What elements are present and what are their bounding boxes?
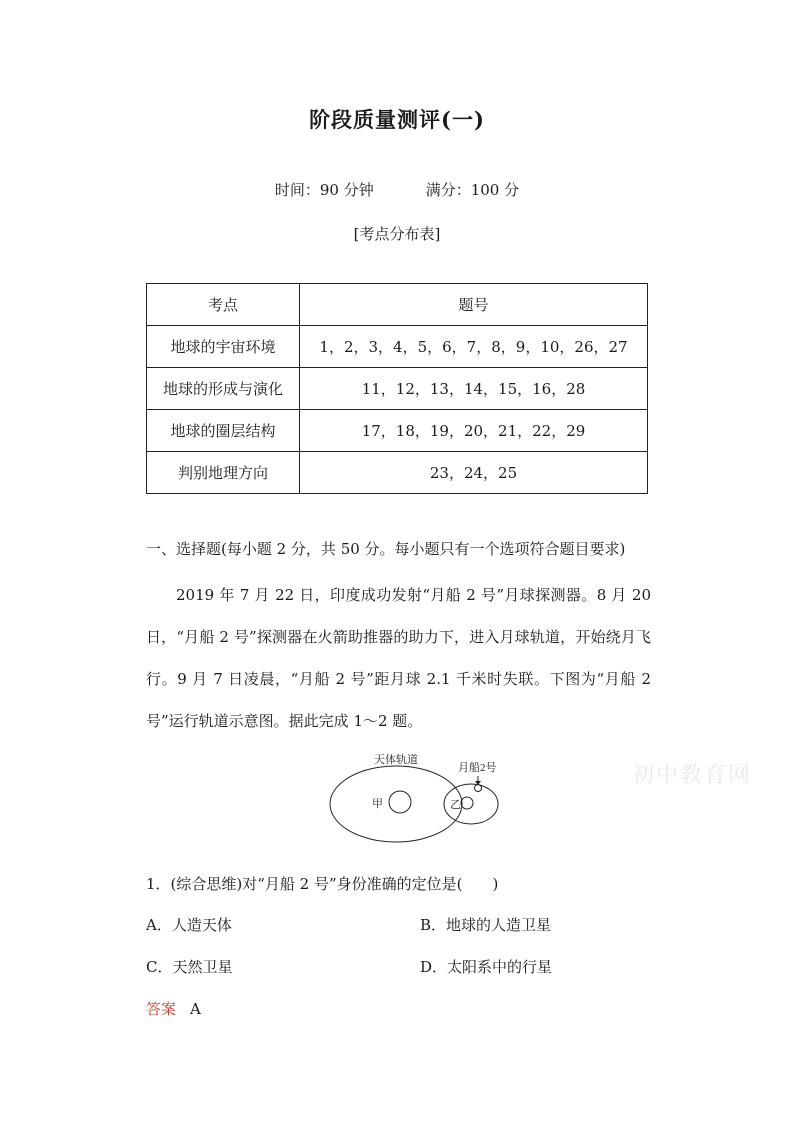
- option-c: C．天然卫星: [146, 958, 233, 976]
- table-header-question-numbers: 题号: [300, 284, 648, 326]
- table-header-row: [147, 284, 648, 326]
- section-heading: 一、选择题(每小题 2 分，共 50 分。每小题只有一个选项符合题目要求): [146, 540, 626, 558]
- topic-distribution-table: [146, 283, 648, 494]
- table-cell-topic: 地球的宇宙环境: [147, 326, 300, 368]
- body-label-jia: 甲: [372, 798, 383, 810]
- option-d: D．太阳系中的行星: [420, 958, 553, 976]
- table-cell-question-numbers: 11，12，13，14，15，16，28: [300, 368, 648, 410]
- table-row: [147, 410, 648, 452]
- table-cell-topic: 地球的圈层结构: [147, 410, 300, 452]
- probe-label: 月船2号: [458, 762, 497, 774]
- passage-text: 2019 年 7 月 22 日，印度成功发射“月船 2 号”月球探测器。8 月 20 日，“月船 2 号”探测器在火箭助推器的助力下，进入月球轨道，开始绕月飞行。9 月 7 日凌晨，“月船 2 号”距月球 2.1 千米时失联。下图为“月船 2 号”运行轨道示意图。据此完成 1～2 题。: [146, 586, 651, 730]
- table-cell-question-numbers: 23，24，25: [300, 452, 648, 494]
- table-row: [147, 452, 648, 494]
- probe-marker: [475, 785, 482, 792]
- orbit-diagram: [326, 752, 502, 848]
- celestial-body-yi: [461, 797, 473, 809]
- answer-label: 答案: [146, 1000, 177, 1018]
- table-cell-topic: 判别地理方向: [147, 452, 300, 494]
- exam-time: 时间：90 分钟: [274, 181, 374, 199]
- orbit-label: 天体轨道: [374, 754, 418, 766]
- table-cell-topic: 地球的形成与演化: [147, 368, 300, 410]
- body-label-yi: 乙: [450, 799, 461, 811]
- page-title: 阶段质量测评(一): [309, 107, 485, 132]
- table-row: [147, 326, 648, 368]
- answer-line: [146, 998, 201, 1019]
- table-header-topic: 考点: [147, 284, 300, 326]
- question-1-stem: 1．(综合思维)对“月船 2 号”身份准确的定位是( ): [146, 875, 499, 893]
- table-row: [147, 368, 648, 410]
- exam-meta: [0, 179, 794, 200]
- answer-value: A: [190, 1000, 201, 1018]
- celestial-body-jia: [389, 791, 411, 813]
- orbit-ellipse-large: [330, 766, 462, 842]
- option-b: B．地球的人造卫星: [420, 916, 552, 934]
- watermark-text: 初中教育网: [632, 763, 753, 788]
- table-cell-question-numbers: 17，18，19，20，21，22，29: [300, 410, 648, 452]
- option-a: A．人造天体: [146, 916, 232, 934]
- table-caption: [考点分布表]: [353, 225, 441, 243]
- table-cell-question-numbers: 1，2，3，4，5，6，7，8，9，10，26，27: [300, 326, 648, 368]
- exam-full-score: 满分：100 分: [425, 181, 520, 199]
